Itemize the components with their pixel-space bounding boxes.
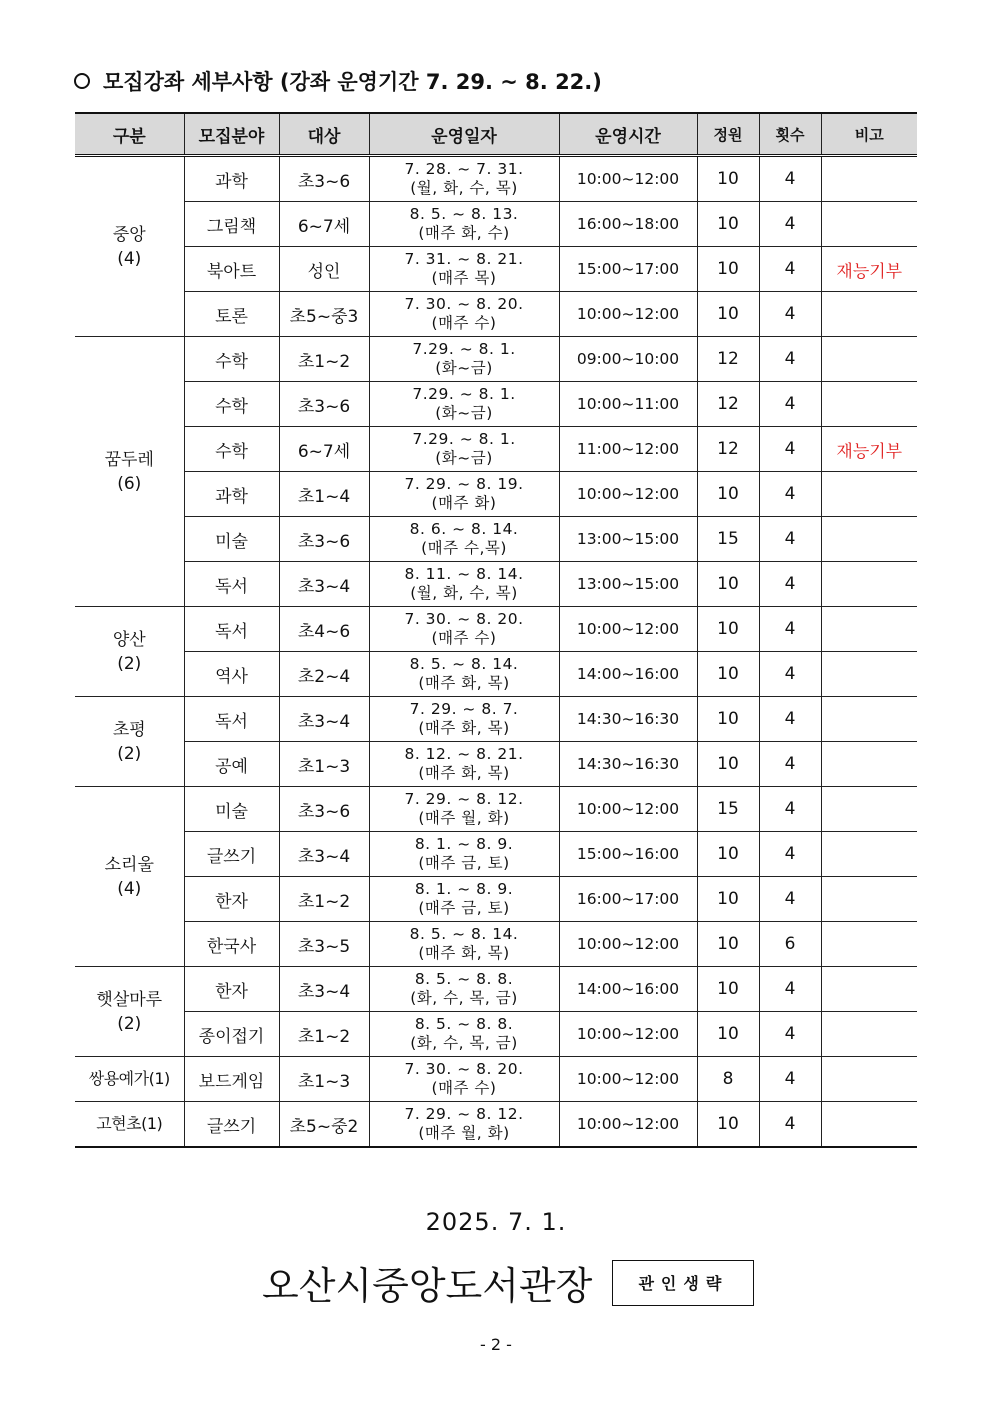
date-days: (매주 화, 목): [418, 764, 510, 782]
sessions-cell: 4: [759, 427, 821, 472]
date-days: (매주 월, 화): [418, 1124, 510, 1142]
date-range: 8. 5. ~ 8. 14.: [409, 925, 519, 943]
note-cell: [821, 1057, 917, 1102]
note-cell: [821, 472, 917, 517]
date-cell: [369, 562, 559, 607]
branch-count: (2): [117, 1013, 142, 1034]
field-cell: 과학: [184, 156, 279, 202]
capacity-cell: 10: [697, 472, 759, 517]
date-range: 7. 30. ~ 8. 20.: [404, 610, 524, 628]
sessions-cell: 4: [759, 562, 821, 607]
table-row: [75, 292, 917, 337]
date-cell: [369, 652, 559, 697]
date-cell: [369, 607, 559, 652]
header-branch: 구분: [75, 113, 184, 156]
sessions-cell: 4: [759, 967, 821, 1012]
page-number: - 2 -: [480, 1335, 512, 1354]
time-cell: 11:00~12:00: [559, 427, 697, 472]
date-days: (매주 화, 목): [418, 674, 510, 692]
table-row: [75, 967, 917, 1012]
section-title: [74, 66, 602, 96]
sessions-cell: 6: [759, 922, 821, 967]
date-days: (매주 화, 목): [418, 944, 510, 962]
time-cell: 10:00~12:00: [559, 922, 697, 967]
sessions-cell: 4: [759, 832, 821, 877]
field-cell: 북아트: [184, 247, 279, 292]
time-cell: 14:00~16:00: [559, 967, 697, 1012]
date-days: (화~금): [435, 359, 493, 377]
date-cell: [369, 427, 559, 472]
sessions-cell: 4: [759, 156, 821, 202]
date-days: (매주 수): [431, 1079, 497, 1097]
table-row: [75, 247, 917, 292]
date-range: 8. 12. ~ 8. 21.: [404, 745, 524, 763]
time-cell: 16:00~17:00: [559, 877, 697, 922]
header-time: 운영시간: [559, 113, 697, 156]
target-cell: 초2~4: [279, 652, 369, 697]
note-cell: [821, 156, 917, 202]
date-cell: [369, 202, 559, 247]
table-row: [75, 652, 917, 697]
table-row: [75, 337, 917, 382]
table-row: [75, 1057, 917, 1102]
date-days: (화~금): [435, 449, 493, 467]
target-cell: 초3~4: [279, 967, 369, 1012]
note-cell: [821, 697, 917, 742]
note-cell: [821, 967, 917, 1012]
table-row: [75, 607, 917, 652]
date-cell: [369, 156, 559, 202]
branch-count: (6): [117, 473, 142, 494]
field-cell: 역사: [184, 652, 279, 697]
branch-name: 소리울: [104, 854, 154, 875]
table-row: [75, 382, 917, 427]
branch-cell: [75, 697, 184, 787]
date-cell: [369, 1102, 559, 1148]
note-cell: [821, 1102, 917, 1148]
field-cell: 수학: [184, 427, 279, 472]
sessions-cell: 4: [759, 382, 821, 427]
sessions-cell: 4: [759, 877, 821, 922]
branch-name: 햇살마루: [96, 989, 163, 1010]
sessions-cell: 4: [759, 292, 821, 337]
time-cell: 10:00~12:00: [559, 1012, 697, 1057]
branch-cell: 쌍용예가(1): [75, 1057, 184, 1102]
time-cell: 13:00~15:00: [559, 517, 697, 562]
date-range: 7. 30. ~ 8. 20.: [404, 1060, 524, 1078]
branch-name: 꿈두레: [104, 449, 154, 470]
sessions-cell: 4: [759, 1057, 821, 1102]
field-cell: 글쓰기: [184, 832, 279, 877]
branch-name: 초평: [112, 719, 146, 740]
table-header-row: [75, 113, 917, 156]
section-title-text: 모집강좌 세부사항 (강좌 운영기간 7. 29. ~ 8. 22.): [103, 70, 602, 94]
capacity-cell: 10: [697, 697, 759, 742]
issuer-block: [262, 1255, 754, 1310]
capacity-cell: 10: [697, 1102, 759, 1148]
issue-date: 2025. 7. 1.: [425, 1208, 567, 1236]
capacity-cell: 12: [697, 427, 759, 472]
branch-name: 양산: [112, 629, 146, 650]
note-cell: [821, 337, 917, 382]
header-dates: 운영일자: [369, 113, 559, 156]
branch-count: (2): [117, 743, 142, 764]
branch-cell: [75, 607, 184, 697]
date-range: 7.29. ~ 8. 1.: [412, 385, 516, 403]
table-row: [75, 697, 917, 742]
date-cell: [369, 877, 559, 922]
date-range: 8. 1. ~ 8. 9.: [414, 880, 514, 898]
date-cell: [369, 697, 559, 742]
capacity-cell: 15: [697, 787, 759, 832]
sessions-cell: 4: [759, 1012, 821, 1057]
date-cell: [369, 832, 559, 877]
field-cell: 수학: [184, 382, 279, 427]
date-days: (매주 금, 토): [418, 854, 510, 872]
date-cell: [369, 742, 559, 787]
date-days: (매주 화, 목): [418, 719, 510, 737]
time-cell: 10:00~11:00: [559, 382, 697, 427]
sessions-cell: 4: [759, 1102, 821, 1148]
date-days: (매주 금, 토): [418, 899, 510, 917]
note-cell: [821, 787, 917, 832]
target-cell: 초1~4: [279, 472, 369, 517]
target-cell: 초1~3: [279, 1057, 369, 1102]
table-row: [75, 832, 917, 877]
date-cell: [369, 247, 559, 292]
sessions-cell: 4: [759, 607, 821, 652]
target-cell: 초3~6: [279, 156, 369, 202]
header-target: 대상: [279, 113, 369, 156]
date-range: 7. 30. ~ 8. 20.: [404, 295, 524, 313]
date-days: (월, 화, 수, 목): [410, 179, 518, 197]
capacity-cell: 12: [697, 382, 759, 427]
note-cell: 재능기부: [821, 247, 917, 292]
header-note: 비고: [821, 113, 917, 156]
note-cell: [821, 877, 917, 922]
date-range: 8. 11. ~ 8. 14.: [404, 565, 524, 583]
branch-cell: 고현초(1): [75, 1102, 184, 1148]
date-range: 8. 5. ~ 8. 14.: [409, 655, 519, 673]
date-range: 7. 29. ~ 8. 12.: [404, 790, 524, 808]
target-cell: 초3~6: [279, 787, 369, 832]
time-cell: 13:00~15:00: [559, 562, 697, 607]
course-table: [75, 112, 917, 1148]
field-cell: 글쓰기: [184, 1102, 279, 1148]
date-cell: [369, 787, 559, 832]
header-capacity: 정원: [697, 113, 759, 156]
capacity-cell: 10: [697, 562, 759, 607]
time-cell: 10:00~12:00: [559, 787, 697, 832]
header-sessions: 횟수: [759, 113, 821, 156]
time-cell: 10:00~12:00: [559, 607, 697, 652]
capacity-cell: 10: [697, 967, 759, 1012]
time-cell: 10:00~12:00: [559, 1057, 697, 1102]
target-cell: 초3~6: [279, 517, 369, 562]
date-range: 8. 1. ~ 8. 9.: [414, 835, 514, 853]
date-range: 7. 29. ~ 8. 12.: [404, 1105, 524, 1123]
note-cell: [821, 742, 917, 787]
target-cell: 초1~2: [279, 337, 369, 382]
date-range: 7.29. ~ 8. 1.: [412, 340, 516, 358]
target-cell: 초5~중3: [279, 292, 369, 337]
branch-count: (4): [117, 878, 142, 899]
date-days: (매주 수,목): [421, 539, 507, 557]
target-cell: 초3~6: [279, 382, 369, 427]
field-cell: 그림책: [184, 202, 279, 247]
capacity-cell: 10: [697, 922, 759, 967]
table-row: [75, 1012, 917, 1057]
date-range: 7. 29. ~ 8. 7.: [409, 700, 519, 718]
date-cell: [369, 967, 559, 1012]
field-cell: 보드게임: [184, 1057, 279, 1102]
note-cell: [821, 922, 917, 967]
date-cell: [369, 472, 559, 517]
date-days: (화, 수, 목, 금): [410, 989, 518, 1007]
date-range: 8. 5. ~ 8. 13.: [409, 205, 519, 223]
target-cell: 초3~5: [279, 922, 369, 967]
capacity-cell: 10: [697, 292, 759, 337]
target-cell: 초1~3: [279, 742, 369, 787]
table-row: [75, 427, 917, 472]
time-cell: 10:00~12:00: [559, 156, 697, 202]
field-cell: 종이접기: [184, 1012, 279, 1057]
capacity-cell: 10: [697, 607, 759, 652]
target-cell: 초3~4: [279, 562, 369, 607]
circle-bullet-icon: [74, 73, 90, 89]
branch-name: 중앙: [112, 224, 146, 245]
seal-omitted-box: 관인생략: [612, 1260, 754, 1306]
table-row: [75, 742, 917, 787]
capacity-cell: 10: [697, 1012, 759, 1057]
table-row: [75, 787, 917, 832]
date-cell: [369, 517, 559, 562]
sessions-cell: 4: [759, 247, 821, 292]
time-cell: 15:00~17:00: [559, 247, 697, 292]
field-cell: 독서: [184, 607, 279, 652]
date-range: 8. 5. ~ 8. 8.: [414, 1015, 514, 1033]
capacity-cell: 10: [697, 742, 759, 787]
field-cell: 과학: [184, 472, 279, 517]
time-cell: 15:00~16:00: [559, 832, 697, 877]
date-range: 8. 5. ~ 8. 8.: [414, 970, 514, 988]
target-cell: 초5~중2: [279, 1102, 369, 1148]
sessions-cell: 4: [759, 202, 821, 247]
capacity-cell: 15: [697, 517, 759, 562]
date-days: (화, 수, 목, 금): [410, 1034, 518, 1052]
field-cell: 한국사: [184, 922, 279, 967]
date-cell: [369, 1012, 559, 1057]
target-cell: 6~7세: [279, 202, 369, 247]
date-cell: [369, 922, 559, 967]
note-cell: [821, 1012, 917, 1057]
field-cell: 미술: [184, 787, 279, 832]
issuer-name: 오산시중앙도서관장: [262, 1264, 593, 1308]
date-cell: [369, 292, 559, 337]
table-row: [75, 202, 917, 247]
field-cell: 한자: [184, 877, 279, 922]
target-cell: 초1~2: [279, 877, 369, 922]
time-cell: 10:00~12:00: [559, 472, 697, 517]
note-cell: [821, 832, 917, 877]
date-cell: [369, 337, 559, 382]
date-range: 8. 6. ~ 8. 14.: [409, 520, 519, 538]
time-cell: 10:00~12:00: [559, 292, 697, 337]
date-days: (매주 화): [431, 494, 497, 512]
date-cell: [369, 1057, 559, 1102]
capacity-cell: 10: [697, 877, 759, 922]
time-cell: 14:30~16:30: [559, 742, 697, 787]
table-row: [75, 156, 917, 202]
branch-cell: [75, 156, 184, 337]
date-days: (매주 목): [431, 269, 497, 287]
capacity-cell: 10: [697, 247, 759, 292]
sessions-cell: 4: [759, 652, 821, 697]
table-row: [75, 922, 917, 967]
note-cell: [821, 607, 917, 652]
field-cell: 미술: [184, 517, 279, 562]
field-cell: 독서: [184, 697, 279, 742]
sessions-cell: 4: [759, 742, 821, 787]
table-row: [75, 1102, 917, 1148]
target-cell: 초4~6: [279, 607, 369, 652]
table-row: [75, 472, 917, 517]
date-days: (매주 수): [431, 314, 497, 332]
field-cell: 독서: [184, 562, 279, 607]
date-cell: [369, 382, 559, 427]
capacity-cell: 12: [697, 337, 759, 382]
time-cell: 14:00~16:00: [559, 652, 697, 697]
capacity-cell: 10: [697, 652, 759, 697]
time-cell: 16:00~18:00: [559, 202, 697, 247]
target-cell: 6~7세: [279, 427, 369, 472]
sessions-cell: 4: [759, 337, 821, 382]
capacity-cell: 10: [697, 202, 759, 247]
target-cell: 초1~2: [279, 1012, 369, 1057]
note-cell: [821, 382, 917, 427]
date-days: (매주 월, 화): [418, 809, 510, 827]
note-cell: [821, 202, 917, 247]
sessions-cell: 4: [759, 472, 821, 517]
date-days: (매주 수): [431, 629, 497, 647]
date-days: (월, 화, 수, 목): [410, 584, 518, 602]
field-cell: 공예: [184, 742, 279, 787]
time-cell: 09:00~10:00: [559, 337, 697, 382]
note-cell: [821, 517, 917, 562]
branch-cell: [75, 787, 184, 967]
capacity-cell: 8: [697, 1057, 759, 1102]
date-range: 7. 31. ~ 8. 21.: [404, 250, 524, 268]
field-cell: 수학: [184, 337, 279, 382]
field-cell: 한자: [184, 967, 279, 1012]
date-days: (화~금): [435, 404, 493, 422]
header-field: 모집분야: [184, 113, 279, 156]
note-cell: 재능기부: [821, 427, 917, 472]
note-cell: [821, 562, 917, 607]
table-row: [75, 877, 917, 922]
table-row: [75, 562, 917, 607]
note-cell: [821, 292, 917, 337]
note-cell: [821, 652, 917, 697]
time-cell: 14:30~16:30: [559, 697, 697, 742]
date-range: 7. 28. ~ 7. 31.: [404, 160, 524, 178]
branch-count: (4): [117, 248, 142, 269]
capacity-cell: 10: [697, 156, 759, 202]
target-cell: 초3~4: [279, 697, 369, 742]
branch-cell: [75, 337, 184, 607]
branch-cell: [75, 967, 184, 1057]
sessions-cell: 4: [759, 517, 821, 562]
field-cell: 토론: [184, 292, 279, 337]
time-cell: 10:00~12:00: [559, 1102, 697, 1148]
date-days: (매주 화, 수): [418, 224, 510, 242]
branch-count: (2): [117, 653, 142, 674]
target-cell: 성인: [279, 247, 369, 292]
date-range: 7. 29. ~ 8. 19.: [404, 475, 524, 493]
sessions-cell: 4: [759, 697, 821, 742]
target-cell: 초3~4: [279, 832, 369, 877]
date-range: 7.29. ~ 8. 1.: [412, 430, 516, 448]
table-row: [75, 517, 917, 562]
sessions-cell: 4: [759, 787, 821, 832]
capacity-cell: 10: [697, 832, 759, 877]
